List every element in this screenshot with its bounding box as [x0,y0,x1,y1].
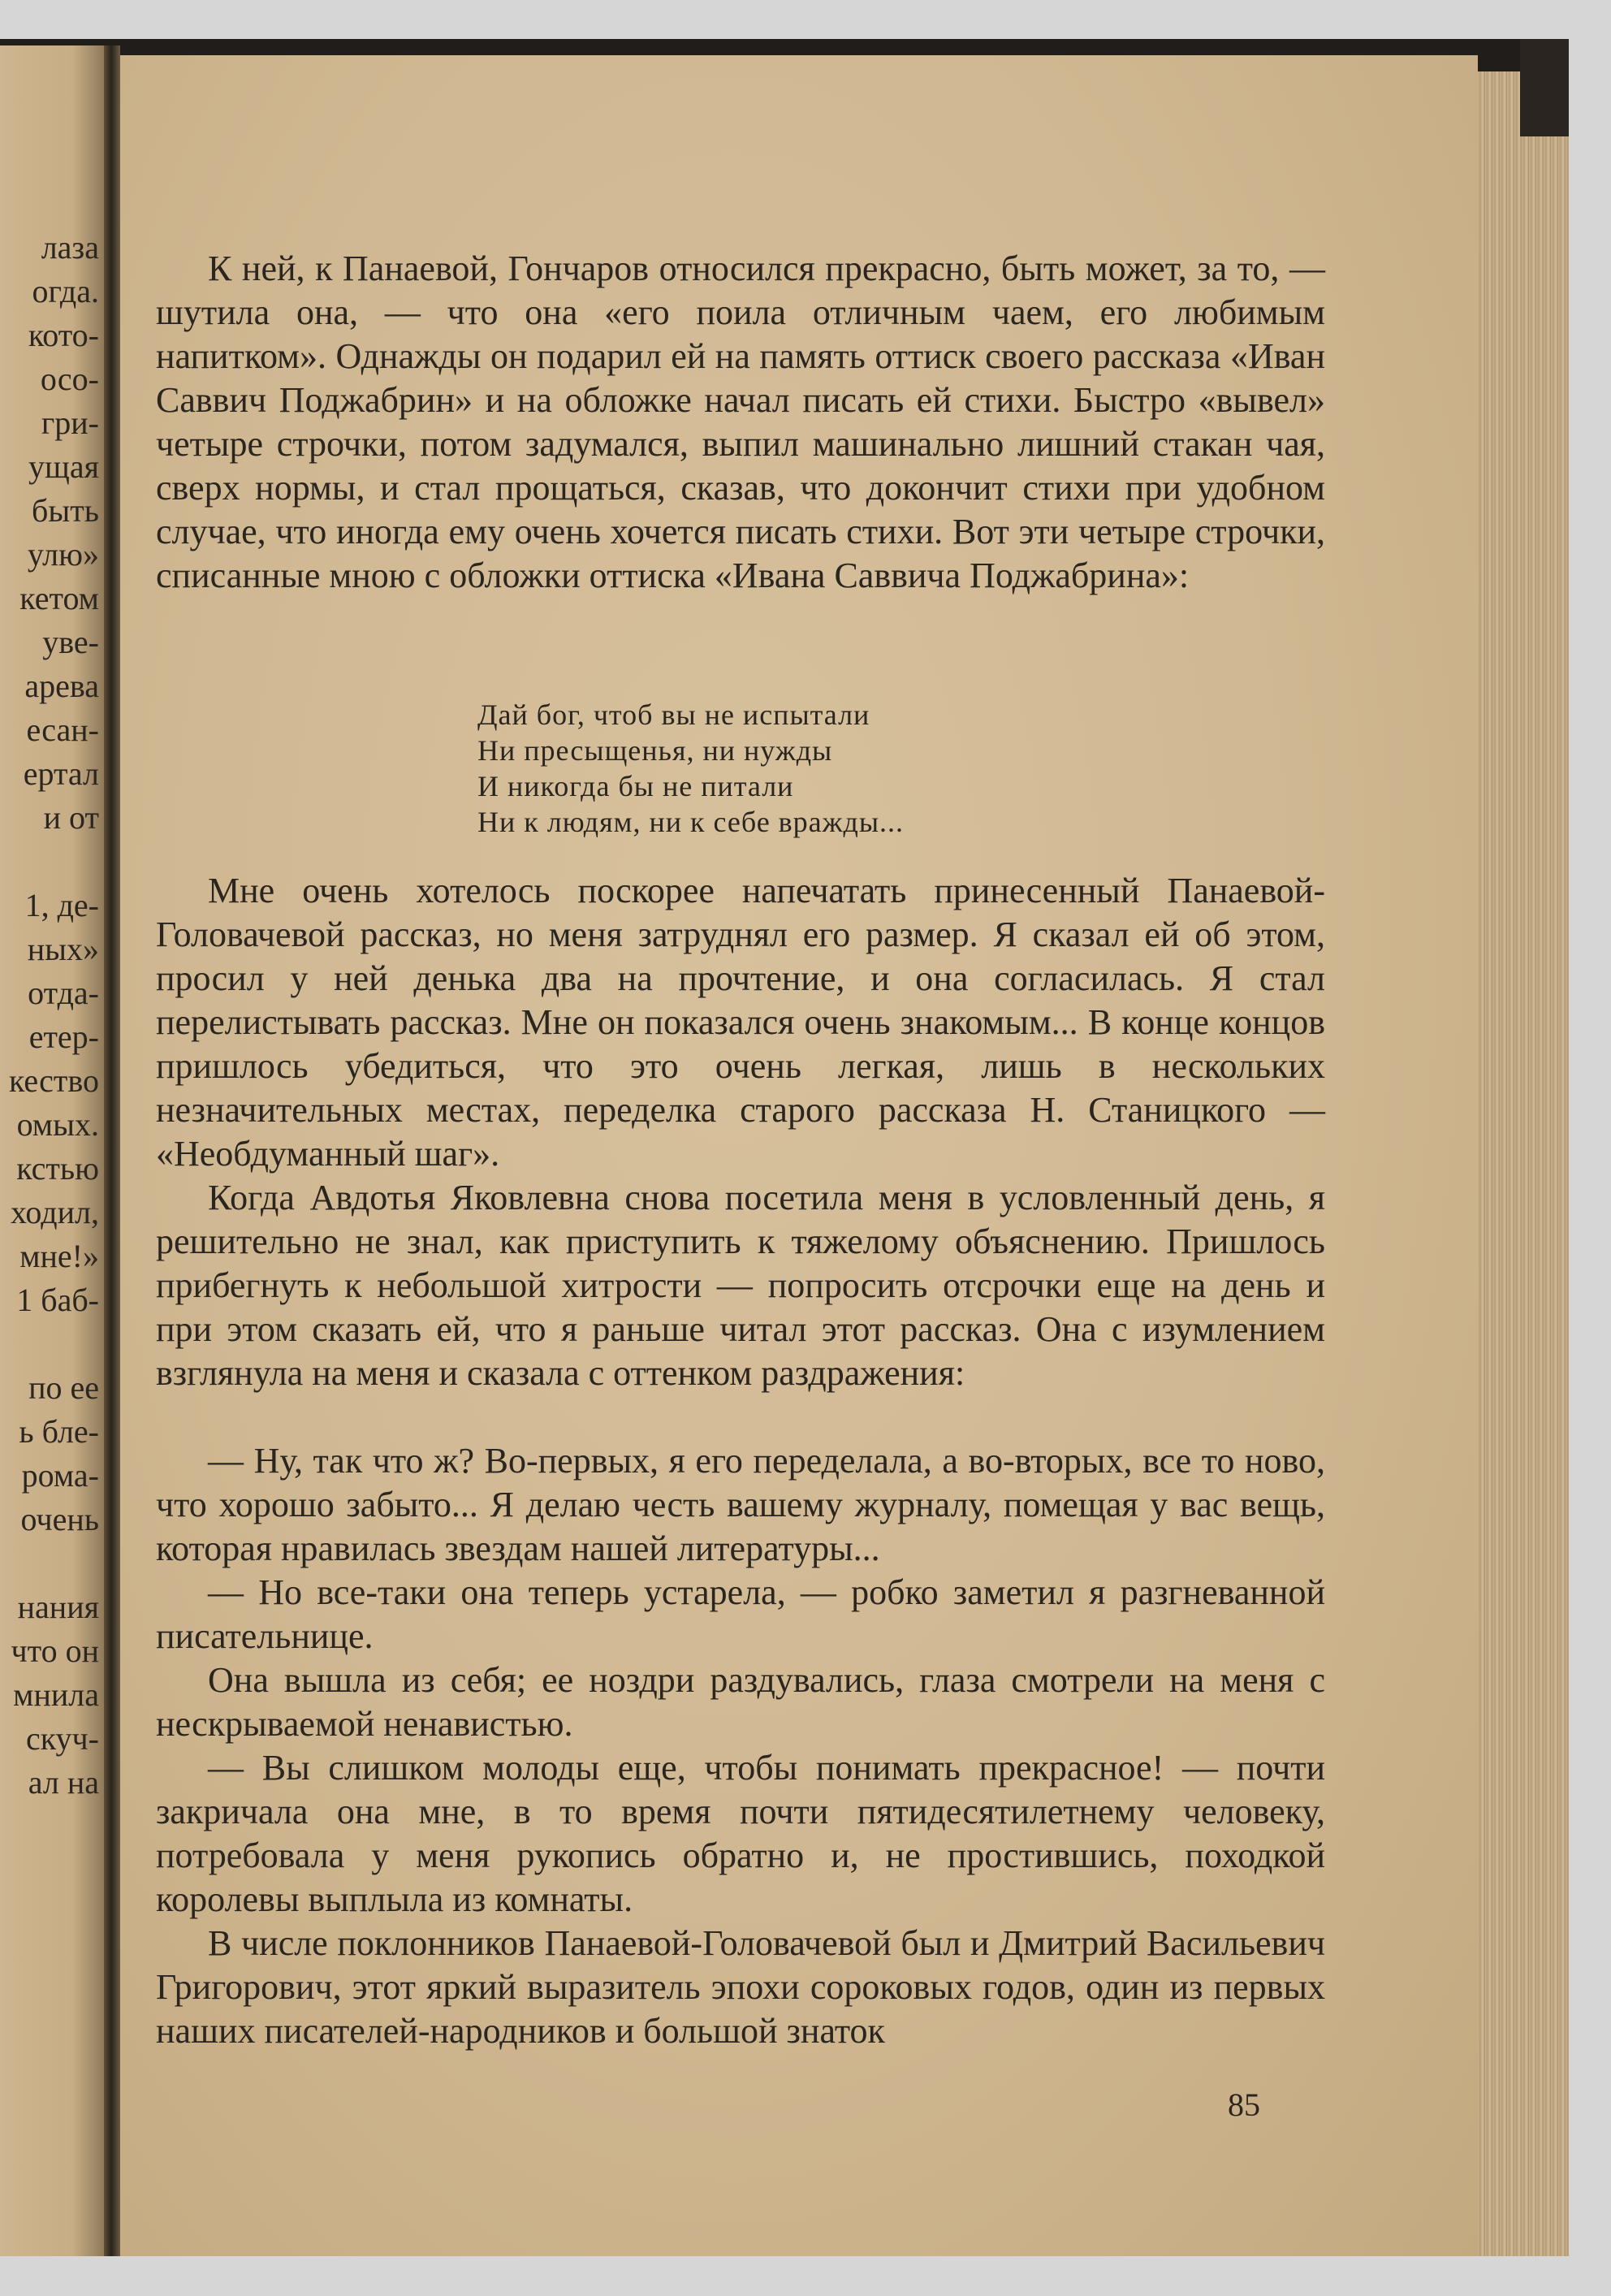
paragraph: Мне очень хотелось поскорее напечатать принесенный Панаевой-Головачевой рассказ, но меня затруднял его размер. Я сказал ей об этом, просил у ней денька два на прочтение, и она согласилась. Я стал перелистывать рассказ. Мне он показался очень знакомым... В конце концов пришлось убедиться, что это очень легкая, лишь в нескольких незначительных местах, переделка старого рассказа Н. Станицкого — «Необдуманный шаг». [156,871,1325,1174]
left-page-fragment: ертал [23,755,99,792]
left-page-fragment: отда- [28,975,99,1011]
left-page-fragment: кстью [16,1150,99,1187]
book-gutter [104,45,120,2256]
left-page-fragment: 1 баб- [16,1282,99,1318]
poem-line: Дай бог, чтоб вы не испытали [477,698,870,731]
left-page-fragment: ал на [28,1764,99,1801]
paragraph: — Ну, так что ж? Во-первых, я его переделала, а во-вторых, все то ново, что хорошо забыто... Я делаю честь вашему журналу, помещая у вас вещь, которая нравилась звездам нашей литературы... [156,1441,1325,1568]
left-page-fragment: ных» [27,931,99,967]
paragraph: — Вы слишком молоды еще, чтобы понимать прекрасное! — почти закричала она мне, в то время почти пятидесятилетнему человеку, потребовала у меня рукопись обратно и, не простившись, походкой королевы выплыла из комнаты. [156,1748,1325,1919]
left-page-fragment: кество [8,1062,99,1099]
left-page-fragment: лаза [41,229,99,266]
book-scan [0,39,1569,2256]
left-page-fragment: есан- [26,711,99,748]
paragraph: Она вышла из себя; ее ноздри раздувались, глаза смотрели на меня с нескрываемой ненавистью. [156,1660,1325,1744]
left-page-fragment: омых. [16,1106,99,1143]
left-page-fragment: скуч- [25,1720,99,1757]
left-page-fragment: очень [20,1501,99,1537]
paragraph: К ней, к Панаевой, Гончаров относился прекрасно, быть может, за то, — шутила она, — что она «его поила отличным чаем, его любимым напитком». Однажды он подарил ей на память оттиск своего рассказа «Иван Саввич Поджабрин» и на обложке начал писать ей стихи. Быстро «вывел» четыре строчки, потом задумался, выпил машинально лишний стакан чая, сверх нормы, и стал прощаться, сказав, что докончит стихи при удобном случае, что иногда ему очень хочется писать стихи. Вот эти четыре строчки, списанные мною с обложки оттиска «Ивана Саввича Поджабрина»: [156,249,1325,595]
left-page-fragment: гри- [41,404,99,441]
page-edges [1478,71,1569,2256]
left-page-fragment: рома- [21,1457,99,1494]
paragraph: В числе поклонников Панаевой-Головачевой был и Дмитрий Васильевич Григорович, этот яркий выразитель эпохи сороковых годов, один из первых наших писателей-народников и большой знаток [156,1923,1325,2051]
left-page-fragment: кетом [19,580,99,616]
left-page-fragment: арева [24,668,99,704]
book-cover-corner [1520,39,1569,136]
left-page-fragment: мнила [13,1676,99,1713]
left-page-fragment: что он [11,1632,99,1669]
left-page-fragment: кото- [28,317,99,353]
left-page-fragment: огда. [32,273,99,309]
poem-line: И никогда бы не питали [477,770,794,802]
poem-line: Ни пресыщенья, ни нужды [477,734,833,767]
left-page-fragment: ущая [28,448,99,485]
left-page-fragment: быть [32,492,99,529]
left-page-fragment: етер- [28,1018,99,1055]
left-page-fragment: нания [17,1589,99,1625]
left-page-fragment: 1, де- [24,887,99,923]
left-page-fragment: осо- [40,361,99,397]
left-page-fragment: улю» [27,536,99,573]
right-page [120,55,1478,2256]
left-page-fragment: и от [43,799,99,836]
left-page-fragment: мне!» [19,1238,99,1274]
paragraph: — Но все-таки она теперь устарела, — робко заметил я разгневанной писательнице. [156,1572,1325,1656]
left-page-fragment: ь бле- [19,1413,99,1450]
poem-line: Ни к людям, ни к себе вражды... [477,806,905,838]
poem-block [477,697,1208,840]
left-page-fragment: уве- [42,624,99,660]
left-page [0,45,104,2256]
paragraph: Когда Авдотья Яковлевна снова посетила меня в условленный день, я решительно не знал, как приступить к тяжелому объяснению. Пришлось прибегнуть к небольшой хитрости — попросить отсрочки еще на день и при этом сказать ей, что я раньше читал этот рассказ. Она с изумлением взглянула на меня и сказала с оттенком раздражения: [156,1178,1325,1393]
left-page-fragment: ходил, [10,1194,99,1230]
page-number: 85 [1228,2086,1260,2123]
left-page-fragment: по ее [28,1369,99,1406]
